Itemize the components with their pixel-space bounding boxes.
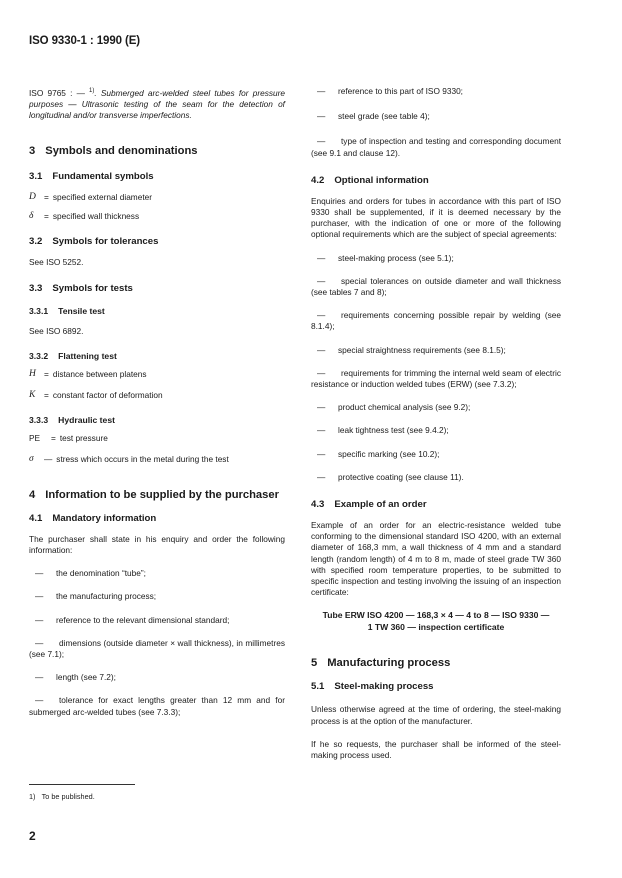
- section-3-2-heading: 3.2 Symbols for tolerances: [29, 236, 159, 248]
- list-item: — protective coating (see clause 11).: [317, 471, 464, 482]
- list-item: — steel-making process (see 5.1);: [317, 252, 454, 263]
- page-number: 2: [29, 829, 36, 843]
- section-3-3-3-heading: 3.3.3 Hydraulic test: [29, 414, 115, 425]
- list-item: — specific marking (see 10.2);: [317, 448, 440, 459]
- list-item: — leak tightness test (see 9.4.2);: [317, 425, 449, 436]
- section-3-1-heading: 3.1 Fundamental symbols: [29, 171, 154, 183]
- section-4-1-heading: 4.1 Mandatory information: [29, 512, 157, 524]
- list-item: — length (see 7.2);: [35, 672, 116, 683]
- list-item: — reference to the relevant dimensional standard;: [35, 614, 230, 625]
- list-item: — reference to this part of ISO 9330;: [317, 86, 463, 96]
- section-3-heading: 3 Symbols and denominations: [29, 145, 198, 158]
- list-item: — requirements for trimming the internal weld seam of electric resistance or induction welded tubes (ERW) (see 7.3.2);: [311, 367, 561, 390]
- page-header: ISO 9330-1 : 1990 (E): [29, 35, 141, 47]
- section-5-heading: 5 Manufacturing process: [311, 657, 451, 670]
- list-item: — requirements concerning possible repair by welding (see 8.1.4);: [311, 310, 561, 332]
- section-3-3-heading: 3.3 Symbols for tests: [29, 282, 133, 294]
- symbol-sigma-definition: σ — stress which occurs in the metal during the test: [29, 453, 229, 464]
- section-4-1-intro: The purchaser shall state in his enquiry and order the following information:: [29, 533, 285, 555]
- left-column: [29, 86, 285, 718]
- list-item: — steel grade (see table 4);: [317, 111, 430, 122]
- symbol-D-definition: D = specified external diameter: [29, 192, 153, 203]
- footnote-rule: [29, 784, 135, 785]
- section-5-1-paragraph-2: If he so requests, the purchaser shall be informed of the steel-making process used.: [311, 738, 561, 761]
- list-item: — special tolerances on outside diameter and wall thickness (see tables 7 and 8);: [311, 275, 561, 298]
- section-4-2-heading: 4.2 Optional information: [311, 174, 429, 186]
- list-item: — the denomination “tube”;: [35, 568, 146, 579]
- section-3-3-1-text: See ISO 6892.: [29, 325, 84, 336]
- symbol-PE-definition: PE = test pressure: [29, 432, 108, 443]
- symbol-delta-definition: δ = specified wall thickness: [29, 211, 140, 222]
- reference-iso-9765: ISO 9765 : — $^{1)}$. Submerged arc-welded steel tubes for pressure purposes — Ultrasonic testing of the seam for the detection of longitudinal and/or transverse imperfections.: [29, 87, 285, 121]
- section-4-heading: 4 Information to be supplied by the purchaser: [29, 488, 279, 501]
- section-4-3-text: Example of an order for an electric-resistance welded tube conforming to the dimensional standard ISO 4200, with an external diameter of 168,3 mm, a wall thickness of 4 mm and a standard length (random length) of 4 m to 8 m, made of steel grade TW 360 with specified room temperature properties, to be submitted to specific inspection and testing involving the issuing of an inspection certificate:: [311, 520, 561, 598]
- list-item: — tolerance for exact lengths greater than 12 mm and for submerged arc-welded tubes (see 7.3.3);: [29, 695, 285, 717]
- list-item: — the manufacturing process;: [35, 591, 157, 602]
- list-item: — product chemical analysis (see 9.2);: [317, 402, 471, 413]
- right-column: [311, 86, 561, 761]
- section-5-1-paragraph-1: Unless otherwise agreed at the time of ordering, the steel-making process is at the option of the manufacturer.: [311, 704, 561, 726]
- footnote: 1) To be published.: [29, 792, 95, 801]
- section-4-2-intro: Enquiries and orders for tubes in accordance with this part of ISO 9330 shall be supplemented, if it is deemed necessary by the purchaser, with the indication of one or more of the following optional requirements which are the subject of special agreements:: [311, 195, 561, 240]
- list-item: — dimensions (outside diameter × wall thickness), in millimetres (see 7.1);: [29, 637, 285, 659]
- order-designation-line-2: 1 TW 360 — inspection certificate: [367, 621, 505, 632]
- order-designation-line-1: Tube ERW ISO 4200 — 168,3 × 4 — 4 to 8 — ISO 9330 —: [322, 610, 550, 621]
- section-5-1-heading: 5.1 Steel-making process: [311, 681, 434, 693]
- list-item: — special straightness requirements (see 8.1.5);: [317, 344, 506, 355]
- symbol-H-definition: H = distance between platens: [29, 368, 147, 379]
- section-3-2-text: See ISO 5252.: [29, 257, 84, 268]
- symbol-K-definition: K = constant factor of deformation: [29, 389, 163, 400]
- section-3-3-1-heading: 3.3.1 Tensile test: [29, 305, 105, 316]
- section-3-3-2-heading: 3.3.2 Flattening test: [29, 350, 117, 361]
- section-4-3-heading: 4.3 Example of an order: [311, 499, 427, 511]
- list-item: — type of inspection and testing and corresponding document (see 9.1 and clause 12).: [311, 136, 561, 158]
